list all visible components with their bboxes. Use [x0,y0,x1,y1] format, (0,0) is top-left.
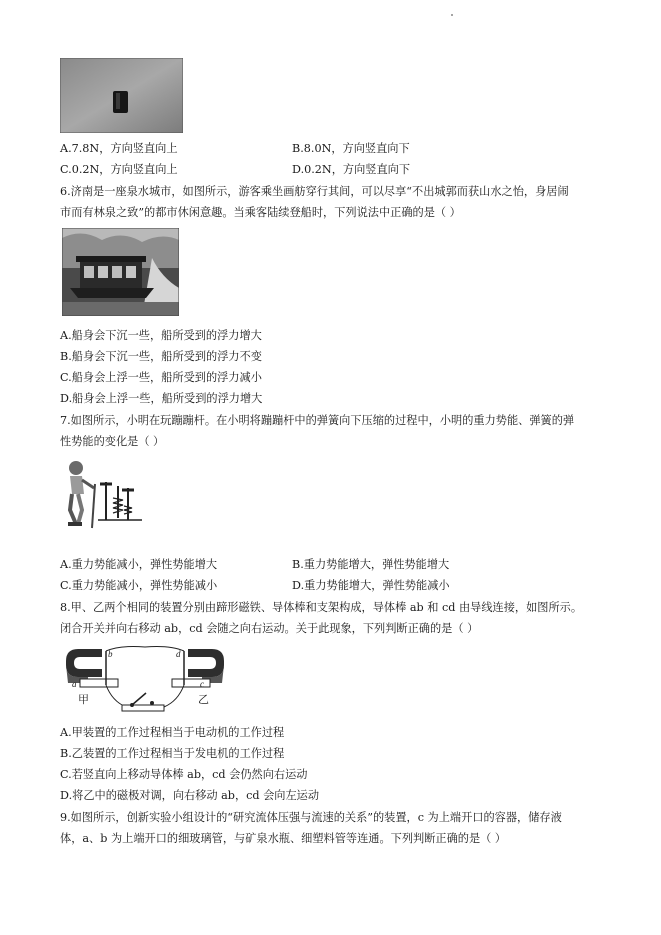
label-jia: 甲 [78,694,89,706]
q5-option-b[interactable]: B.8.0N，方向竖直向下 [292,142,410,155]
label-c: c [200,679,204,689]
q5-option-a[interactable]: A.7.8N，方向竖直向上 [60,142,178,155]
magnet-yi [188,649,224,677]
q7-option-b[interactable]: B.重力势能增大，弹性势能增大 [292,558,450,571]
q5-block [113,91,128,113]
q8-magnet-figure [60,643,230,717]
q6-option-d[interactable]: D.船身会上浮一些，船所受到的浮力增大 [60,392,263,405]
scan-speck [451,14,453,16]
boy-head [69,461,83,475]
q8-option-b[interactable]: B.乙装置的工作过程相当于发电机的工作过程 [60,747,285,760]
q6-stem-line1: 6.济南是一座泉水城市，如图所示，游客乘坐画舫穿行其间，可以尽享“不出城郭而获山水之怡，身居闹 [60,185,569,198]
q6-option-b[interactable]: B.船身会下沉一些，船所受到的浮力不变 [60,350,262,363]
label-d: d [176,649,181,659]
label-a: a [72,679,77,689]
q5-option-d[interactable]: D.0.2N，方向竖直向下 [292,163,411,176]
q7-option-d[interactable]: D.重力势能增大，弹性势能减小 [292,579,450,592]
q9-stem-line1: 9.如图所示，创新实验小组设计的“研究流体压强与流速的关系”的装置，c 为上端开口的容器，储存液 [60,811,562,824]
q9-stem-line2: 体，a、b 为上端开口的细玻璃管，与矿泉水瓶、细塑料管等连通。下列判断正确的是（ ） [60,832,507,845]
q7-stem-line2: 性势能的变化是（ ） [60,435,165,448]
q7-stem-line1: 7.如图所示，小明在玩蹦蹦杆。在小明将蹦蹦杆中的弹簧向下压缩的过程中，小明的重力势能、弹簧的弹 [60,414,575,427]
label-yi: 乙 [198,694,209,706]
q8-stem-line2: 闭合开关并向右移动 ab，cd 会随之向右运动。关于此现象，下列判断正确的是（ ） [60,622,479,635]
q6-stem-line2: 市而有林泉之致”的都市休闲意趣。当乘客陆续登船时，下列说法中正确的是（ ） [60,206,461,219]
q8-stem-line1: 8.甲、乙两个相同的装置分别由蹄形磁铁、导体棒和支架构成，导体棒 ab 和 cd 由导线连接，如图所示。 [60,601,583,614]
q5-option-c[interactable]: C.0.2N，方向竖直向上 [60,163,178,176]
q8-option-c[interactable]: C.若竖直向上移动导体棒 ab，cd 会仍然向右运动 [60,768,308,781]
q8-option-d[interactable]: D.将乙中的磁极对调，向右移动 ab，cd 会向左运动 [60,789,320,802]
label-b: b [108,649,113,659]
q6-option-a[interactable]: A.船身会下沉一些，船所受到的浮力增大 [60,329,262,342]
q5-figure [60,58,183,133]
q8-option-a[interactable]: A.甲装置的工作过程相当于电动机的工作过程 [60,726,285,739]
q6-boat-figure [62,228,179,316]
switch [122,705,164,711]
q6-option-c[interactable]: C.船身会上浮一些，船所受到的浮力减小 [60,371,262,384]
q7-option-c[interactable]: C.重力势能减小，弹性势能减小 [60,579,218,592]
q7-option-a[interactable]: A.重力势能减小，弹性势能增大 [60,558,218,571]
q7-pogo-figure [62,458,150,532]
magnet-jia [66,649,102,677]
